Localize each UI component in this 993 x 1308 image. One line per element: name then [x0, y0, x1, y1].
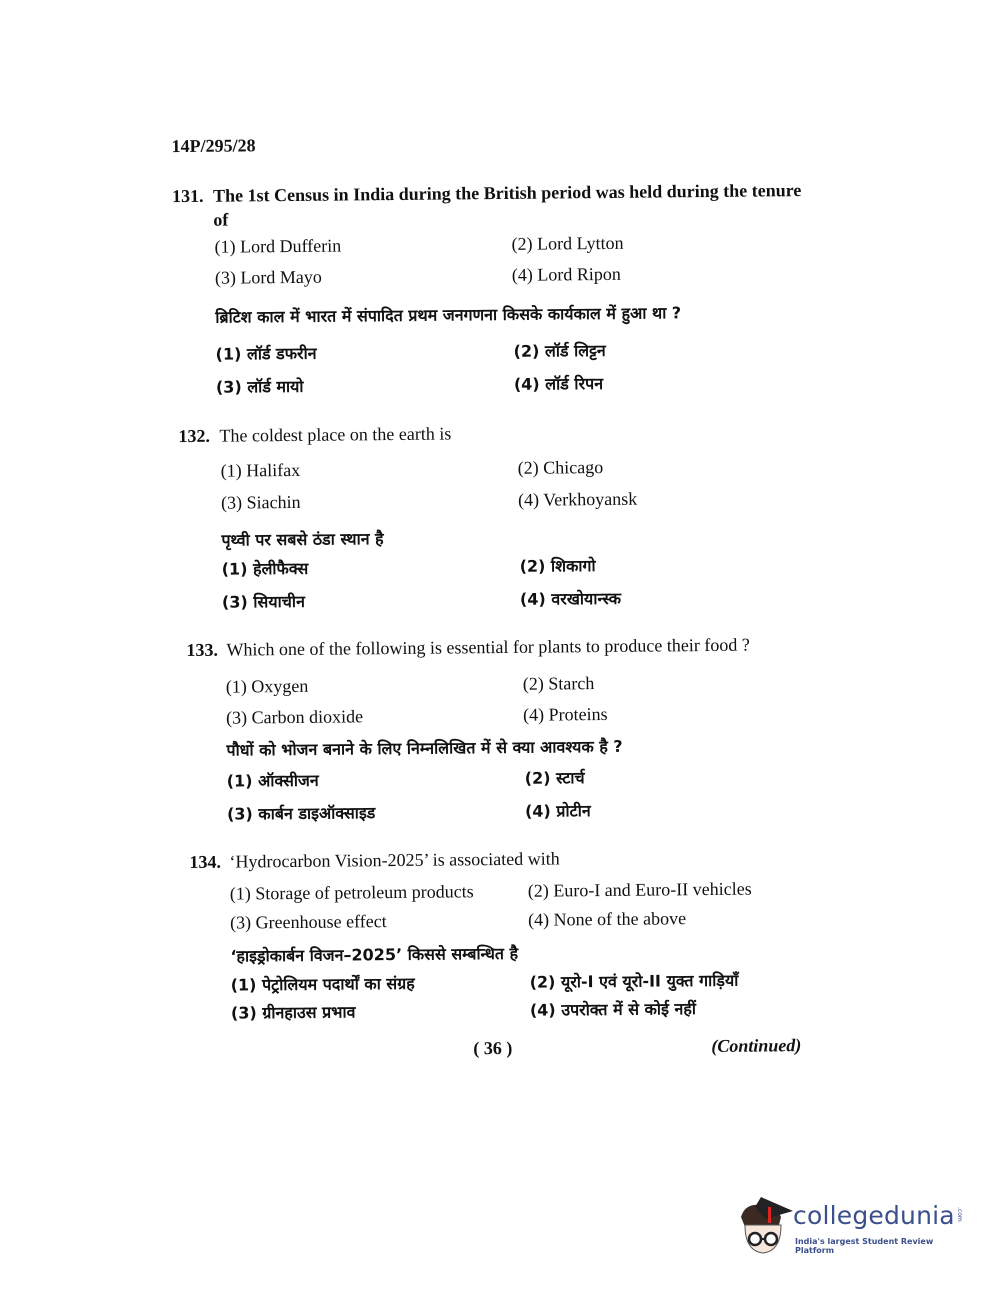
option-1: (1) Halifax	[220, 459, 301, 481]
hindi-question-text: पौधों को भोजन बनाने के लिए निम्नलिखित में से क्या आवश्यक है ?	[226, 736, 623, 760]
hindi-option-4: (4) लॉर्ड रिपन	[513, 374, 604, 394]
hindi-option-4: (4) उपरोक्त में से कोई नहीं	[529, 999, 697, 1020]
question-text: ‘Hydrocarbon Vision-2025’ is associated with	[229, 848, 560, 872]
question-number: 133.	[186, 639, 219, 661]
collegedunia-watermark	[735, 1195, 965, 1257]
question-number: 131.	[172, 185, 204, 207]
option-3: (3) Siachin	[220, 491, 301, 513]
question-text: The 1st Census in India during the British period was held during the tenure	[213, 180, 802, 206]
question-number: 132.	[178, 425, 211, 447]
hindi-option-2: (2) यूरो-I एवं यूरो-II युक्त गाड़ियाँ	[529, 970, 739, 992]
hindi-option-2: (2) शिकागो	[519, 556, 596, 576]
option-2: (2) Lord Lytton	[511, 232, 624, 254]
option-3: (3) Greenhouse effect	[229, 911, 387, 933]
paper-code: 14P/295/28	[171, 135, 256, 157]
option-3: (3) Carbon dioxide	[226, 706, 364, 728]
hindi-option-4: (4) वरखोयान्स्क	[519, 588, 622, 609]
hindi-option-2: (2) स्टार्च	[524, 768, 585, 788]
question-number: 134.	[189, 851, 222, 872]
hindi-question-text: ब्रिटिश काल में भारत में संपादित प्रथम जनगणना किसके कार्यकाल में हुआ था ?	[215, 303, 682, 327]
option-2: (2) Chicago	[517, 457, 604, 478]
question-text: The coldest place on the earth is	[219, 423, 452, 446]
mascot-icon	[735, 1195, 795, 1257]
brand-name: collegedunia	[793, 1201, 955, 1230]
hindi-option-3: (3) सियाचीन	[221, 591, 306, 612]
option-1: (1) Lord Dufferin	[214, 235, 342, 257]
hindi-option-3: (3) ग्रीनहाउस प्रभाव	[230, 1002, 356, 1023]
option-2: (2) Euro-I and Euro-II vehicles	[527, 878, 752, 901]
option-2: (2) Starch	[522, 673, 595, 694]
question-text-cont: of	[213, 209, 229, 230]
option-4: (4) Lord Ripon	[511, 263, 621, 285]
option-4: (4) Verkhoyansk	[517, 488, 638, 510]
brand-tagline: India's largest Student Review Platform	[795, 1237, 934, 1255]
option-3: (3) Lord Mayo	[214, 266, 322, 288]
hindi-option-1: (1) ऑक्सीजन	[226, 770, 319, 791]
option-4: (4) Proteins	[523, 703, 608, 725]
hindi-question-text: ‘हाइड्रोकार्बन विजन–2025’ किससे सम्बन्धित है	[230, 943, 519, 966]
hindi-option-1: (1) लॉर्ड डफरीन	[215, 343, 317, 364]
hindi-option-1: (1) हेलीफैक्स	[221, 558, 309, 579]
page-number: ( 36 )	[473, 1037, 513, 1059]
continued-label: (Continued)	[711, 1035, 802, 1056]
option-1: (1) Storage of petroleum products	[229, 881, 474, 904]
hindi-option-2: (2) लॉर्ड लिट्टन	[513, 340, 606, 361]
hindi-option-4: (4) प्रोटीन	[524, 801, 591, 821]
option-1: (1) Oxygen	[225, 675, 309, 697]
option-4: (4) None of the above	[527, 908, 687, 930]
hindi-option-1: (1) पेट्रोलियम पदार्थों का संग्रह	[230, 973, 415, 995]
hindi-option-3: (3) कार्बन डाइऑक्साइड	[226, 803, 376, 824]
hindi-option-3: (3) लॉर्ड मायो	[215, 376, 304, 397]
hindi-question-text: पृथ्वी पर सबसे ठंडा स्थान है	[221, 529, 384, 550]
brand-suffix: .com	[956, 1207, 963, 1222]
question-text: Which one of the following is essential for plants to produce their food ?	[226, 634, 750, 660]
